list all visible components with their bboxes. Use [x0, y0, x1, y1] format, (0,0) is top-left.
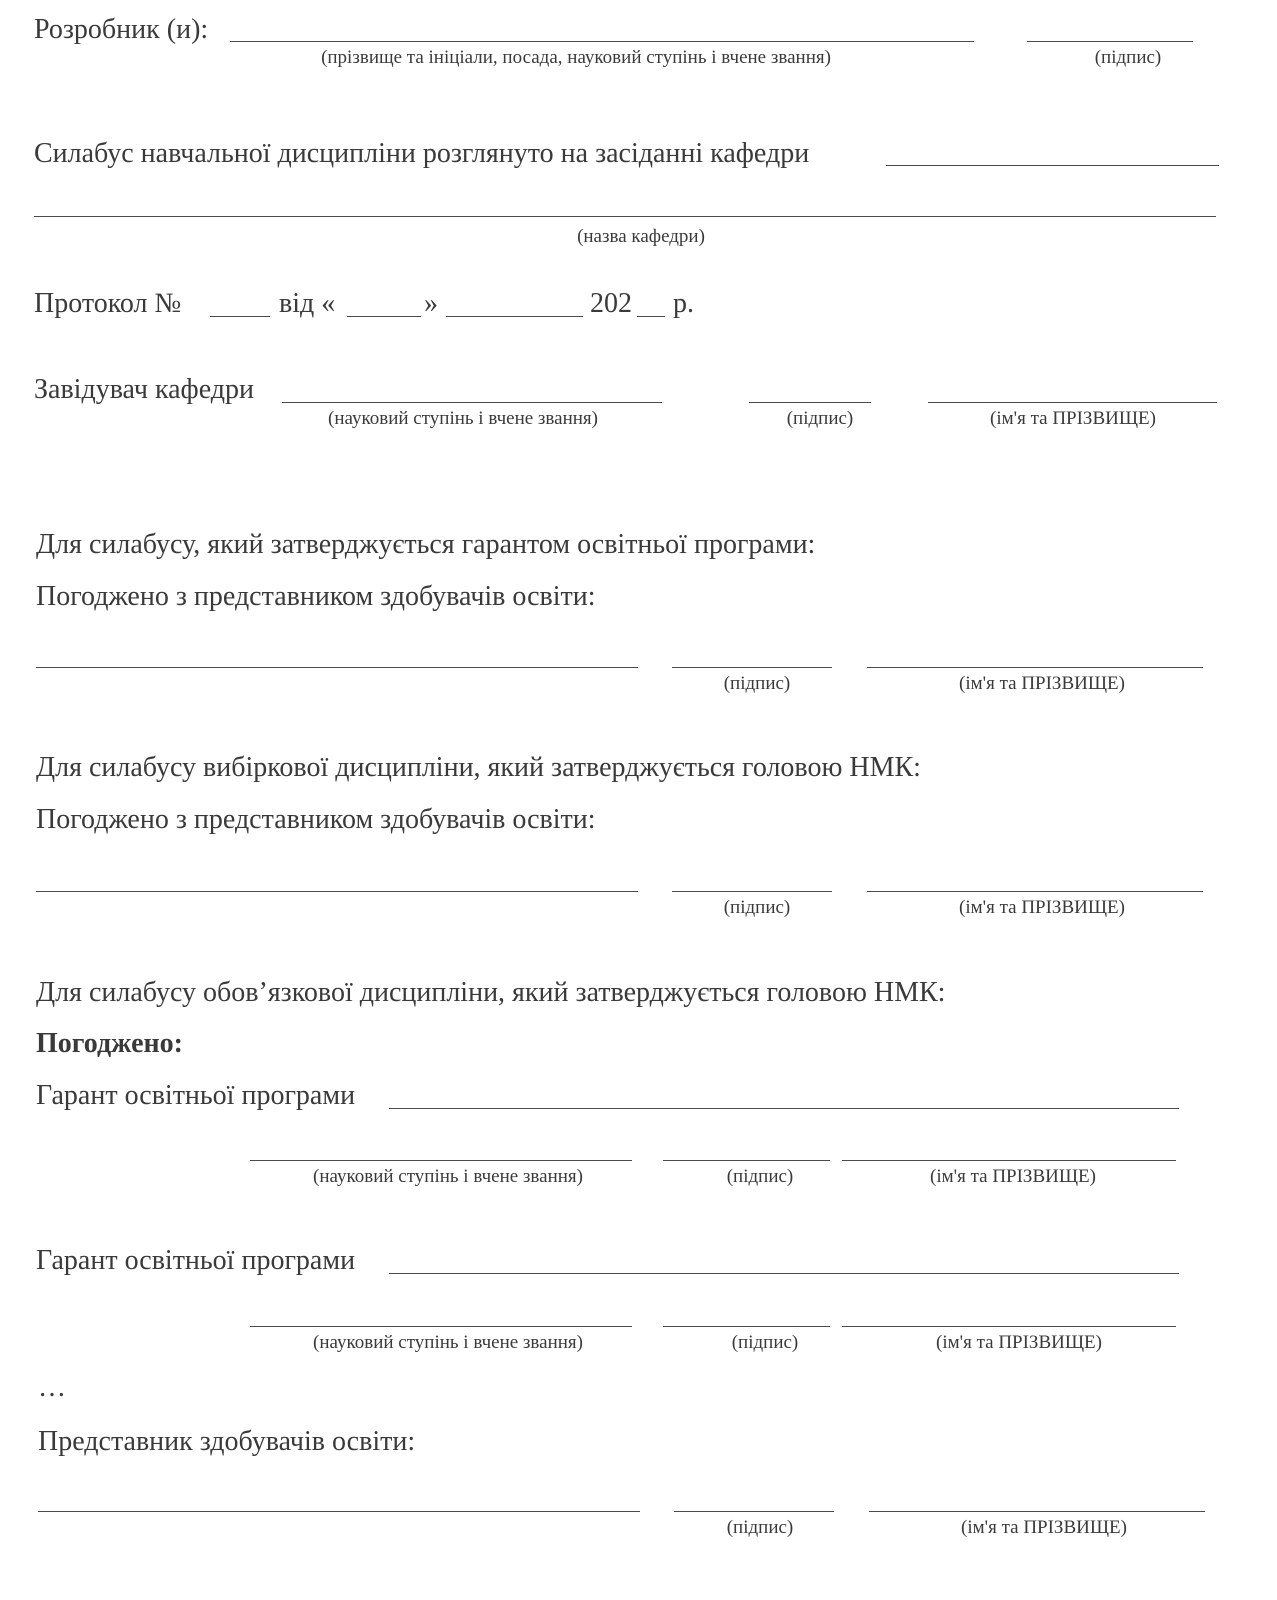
developer-label: Розробник (и):: [34, 14, 209, 45]
guarantor-2-signature-caption: (підпис): [731, 1332, 799, 1353]
guarantor-1-name-caption: (ім'я та ПРІЗВИЩЕ): [930, 1166, 1096, 1187]
head-degree-caption: (науковий ступінь і вчене звання): [328, 408, 598, 429]
developer-name-field[interactable]: [230, 41, 974, 42]
elective-rep-field[interactable]: [36, 891, 638, 892]
department-name-field-1[interactable]: [886, 165, 1219, 166]
protocol-year-field[interactable]: [637, 316, 665, 317]
protocol-close-quote: »: [424, 288, 438, 319]
guarantor-1-field[interactable]: [389, 1108, 1179, 1109]
head-signature-field[interactable]: [749, 402, 871, 403]
student-rep-signature-caption: (підпис): [726, 1517, 794, 1538]
student-rep-name-caption: (ім'я та ПРІЗВИЩЕ): [961, 1517, 1127, 1538]
guarantor-rep-field[interactable]: [36, 667, 638, 668]
elective-rep-name-field[interactable]: [867, 891, 1203, 892]
guarantor-1-degree-field[interactable]: [250, 1160, 632, 1161]
protocol-day-field[interactable]: [347, 316, 421, 317]
guarantor-section-agreed: Погоджено з представником здобувачів освіти:: [36, 581, 596, 612]
protocol-label: Протокол №: [34, 288, 182, 319]
elective-rep-name-caption: (ім'я та ПРІЗВИЩЕ): [959, 897, 1125, 918]
elective-section-heading: Для силабусу вибіркової дисципліни, який затверджується головою НМК:: [36, 752, 921, 783]
guarantor-2-label: Гарант освітньої програми: [36, 1245, 356, 1276]
protocol-number-field[interactable]: [210, 316, 270, 317]
student-rep-label: Представник здобувачів освіти:: [38, 1426, 416, 1457]
developer-signature-field[interactable]: [1027, 41, 1193, 42]
guarantor-2-signature-field[interactable]: [663, 1326, 830, 1327]
guarantor-rep-signature-field[interactable]: [672, 667, 832, 668]
head-name-field[interactable]: [928, 402, 1217, 403]
guarantor-2-name-field[interactable]: [842, 1326, 1176, 1327]
guarantor-1-signature-field[interactable]: [663, 1160, 830, 1161]
elective-section-agreed: Погоджено з представником здобувачів освіти:: [36, 804, 596, 835]
department-review-text: Силабус навчальної дисципліни розглянуто на засіданні кафедри: [34, 138, 810, 169]
student-rep-name-field[interactable]: [869, 1511, 1205, 1512]
developer-name-caption: (прізвище та ініціали, посада, науковий ступінь і вчене звання): [321, 47, 831, 68]
guarantor-1-name-field[interactable]: [842, 1160, 1176, 1161]
student-rep-signature-field[interactable]: [674, 1511, 834, 1512]
guarantor-rep-name-caption: (ім'я та ПРІЗВИЩЕ): [959, 673, 1125, 694]
ellipsis: …: [38, 1372, 66, 1403]
head-of-department-label: Завідувач кафедри: [34, 374, 254, 405]
guarantor-2-degree-caption: (науковий ступінь і вчене звання): [313, 1332, 583, 1353]
protocol-year-prefix: 202: [590, 288, 632, 319]
guarantor-1-signature-caption: (підпис): [726, 1166, 794, 1187]
department-name-field-2[interactable]: [34, 216, 1216, 217]
guarantor-2-degree-field[interactable]: [250, 1326, 632, 1327]
student-rep-field[interactable]: [38, 1511, 640, 1512]
protocol-from-label: від «: [279, 288, 336, 319]
protocol-month-field[interactable]: [446, 316, 583, 317]
guarantor-1-label: Гарант освітньої програми: [36, 1080, 356, 1111]
head-name-caption: (ім'я та ПРІЗВИЩЕ): [990, 408, 1156, 429]
guarantor-rep-signature-caption: (підпис): [723, 673, 791, 694]
elective-rep-signature-caption: (підпис): [723, 897, 791, 918]
head-degree-field[interactable]: [282, 402, 662, 403]
guarantor-2-name-caption: (ім'я та ПРІЗВИЩЕ): [936, 1332, 1102, 1353]
mandatory-section-heading: Для силабусу обов’язкової дисципліни, який затверджується головою НМК:: [36, 977, 946, 1008]
head-signature-caption: (підпис): [786, 408, 854, 429]
guarantor-rep-name-field[interactable]: [867, 667, 1203, 668]
protocol-year-suffix: р.: [673, 288, 694, 319]
department-name-caption: (назва кафедри): [577, 226, 705, 247]
guarantor-2-field[interactable]: [389, 1273, 1179, 1274]
mandatory-agreed-label: Погоджено:: [36, 1028, 183, 1059]
elective-rep-signature-field[interactable]: [672, 891, 832, 892]
guarantor-section-heading: Для силабусу, який затверджується гарантом освітньої програми:: [36, 529, 816, 560]
developer-signature-caption: (підпис): [1094, 47, 1162, 68]
guarantor-1-degree-caption: (науковий ступінь і вчене звання): [313, 1166, 583, 1187]
